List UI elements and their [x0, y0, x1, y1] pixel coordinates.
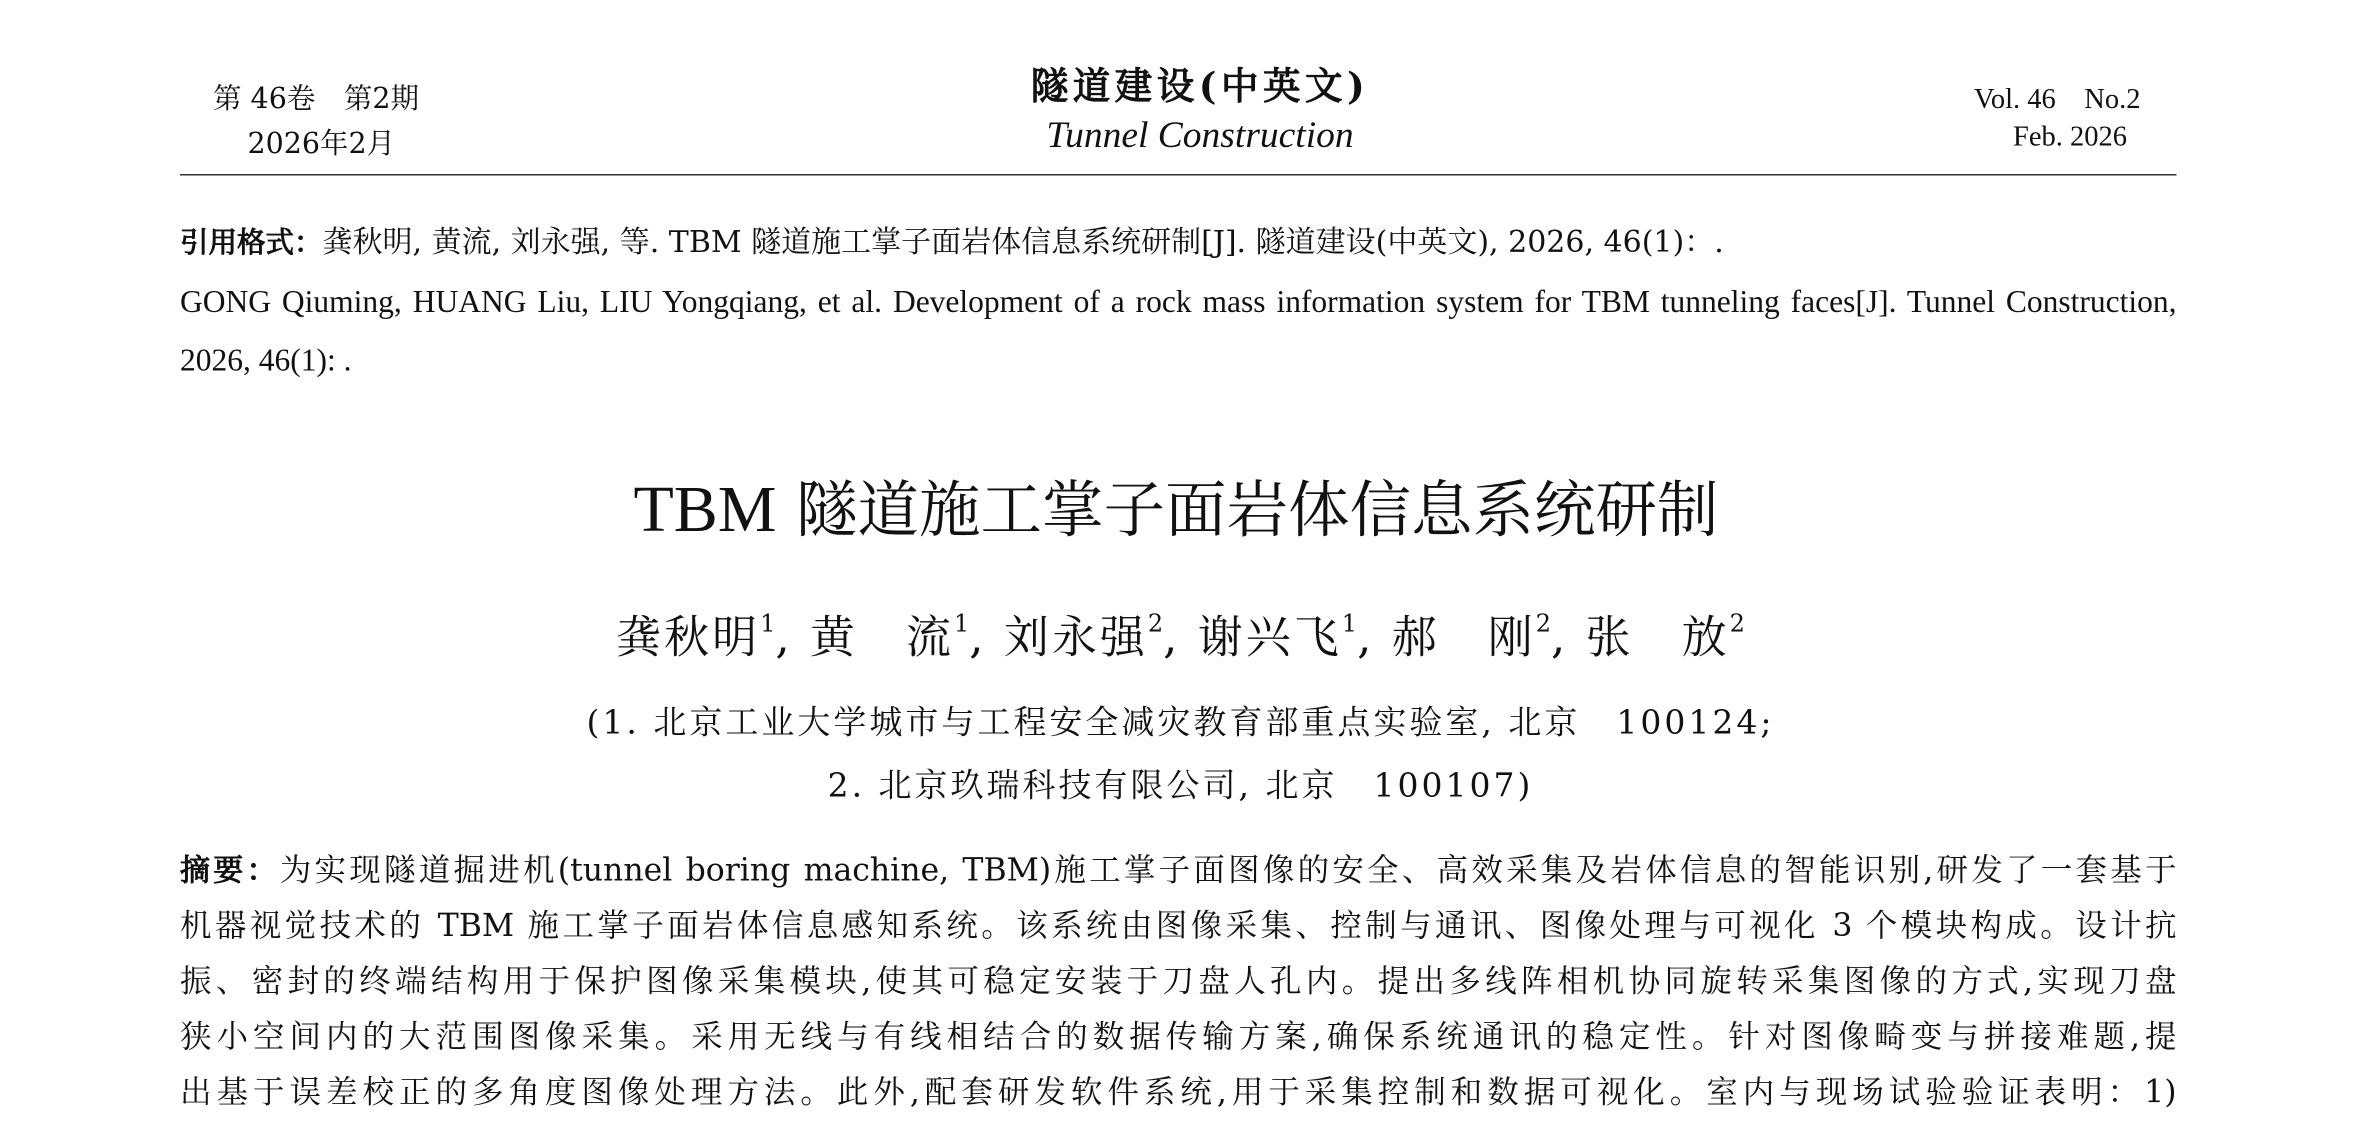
author-separator: , [1163, 612, 1198, 665]
author-affiliation-mark: 1 [760, 609, 776, 638]
abstract-line: 出基于误差校正的多角度图像处理方法。此外,配套研发软件系统,用于采集控制和数据可视化。室内与现场试验验证表明：1) [180, 1074, 2177, 1110]
header-volume-issue-en: Vol. 46 No.2 [1973, 84, 2141, 116]
author-separator: , [1550, 612, 1586, 665]
header-date-en: Feb. 2026 [2013, 121, 2127, 153]
title-main: 隧道施工掌子面岩体信息系统研制 [776, 474, 1719, 546]
author-affiliation-mark: 2 [1729, 609, 1745, 638]
affiliation-1: (1. 北京工业大学城市与工程安全减灾教育部重点实验室, 北京 100124; [586, 705, 1775, 743]
author-affiliation-mark: 1 [1341, 609, 1358, 638]
paper-title [0, 461, 2352, 550]
header-volume-issue: 第 46卷 第2期 [213, 82, 419, 116]
author-affiliation-mark: 2 [1535, 609, 1551, 638]
citation-cn: 龚秋明, 黄流, 刘永强, 等. TBM 隧道施工掌子面岩体信息系统研制[J]. 隧道建设(中英文), 2026, 46(1)：. [322, 223, 1724, 260]
author-name: 张 放 [1585, 612, 1730, 665]
author-separator: , [775, 612, 810, 665]
abstract-line: 机器视觉技术的 TBM 施工掌子面岩体信息感知系统。该系统由图像采集、控制与通讯、图像处理与可视化 3 个模块构成。设计抗 [180, 907, 2177, 944]
header-journal-cn: 隧道建设(中英文) [1030, 64, 1370, 108]
author-list [0, 600, 2356, 666]
abstract-line: 狭小空间内的大范围图像采集。采用无线与有线相结合的数据传输方案,确保系统通讯的稳定性。针对图像畸变与拼接难题,提 [180, 1018, 2177, 1055]
author-affiliation-mark: 1 [954, 609, 970, 638]
author-name: 黄 流 [810, 612, 954, 665]
header-divider [180, 174, 2177, 176]
author-name: 龚秋明 [616, 612, 761, 665]
author-name: 郝 刚 [1391, 612, 1536, 665]
citation-block [180, 213, 2177, 390]
citation-en: GONG Qiuming, HUANG Liu, LIU Yongqiang, et al. Development of a rock mass information system for TBM tunneling faces[J]. Tunnel Construction, 2026, 46(1): . [180, 283, 2177, 378]
abstract-line [180, 846, 2177, 891]
author-affiliation-mark: 2 [1147, 609, 1164, 638]
citation-label: 引用格式： [180, 226, 323, 260]
author-separator: , [1357, 612, 1392, 665]
abstract-label: 摘要： [180, 852, 280, 888]
header-date-cn: 2026年2月 [247, 127, 396, 161]
affiliation-2: 2. 北京玖瑞科技有限公司, 北京 100107) [827, 768, 1534, 806]
abstract-text: 为实现隧道掘进机(tunnel boring machine, TBM)施工掌子面图像的安全、高效采集及岩体信息的智能识别,研发了一套基于 [279, 852, 2177, 888]
author-separator: , [969, 612, 1004, 665]
author-name: 谢兴飞 [1197, 612, 1342, 665]
header-journal-en: Tunnel Construction [1046, 115, 1354, 156]
abstract-line: 振、密封的终端结构用于保护图像采集模块,使其可稳定安装于刀盘人孔内。提出多线阵相机协同旋转采集图像的方式,实现刀盘 [180, 963, 2177, 999]
author-name: 刘永强 [1003, 612, 1148, 665]
title-prefix: TBM [633, 472, 777, 546]
